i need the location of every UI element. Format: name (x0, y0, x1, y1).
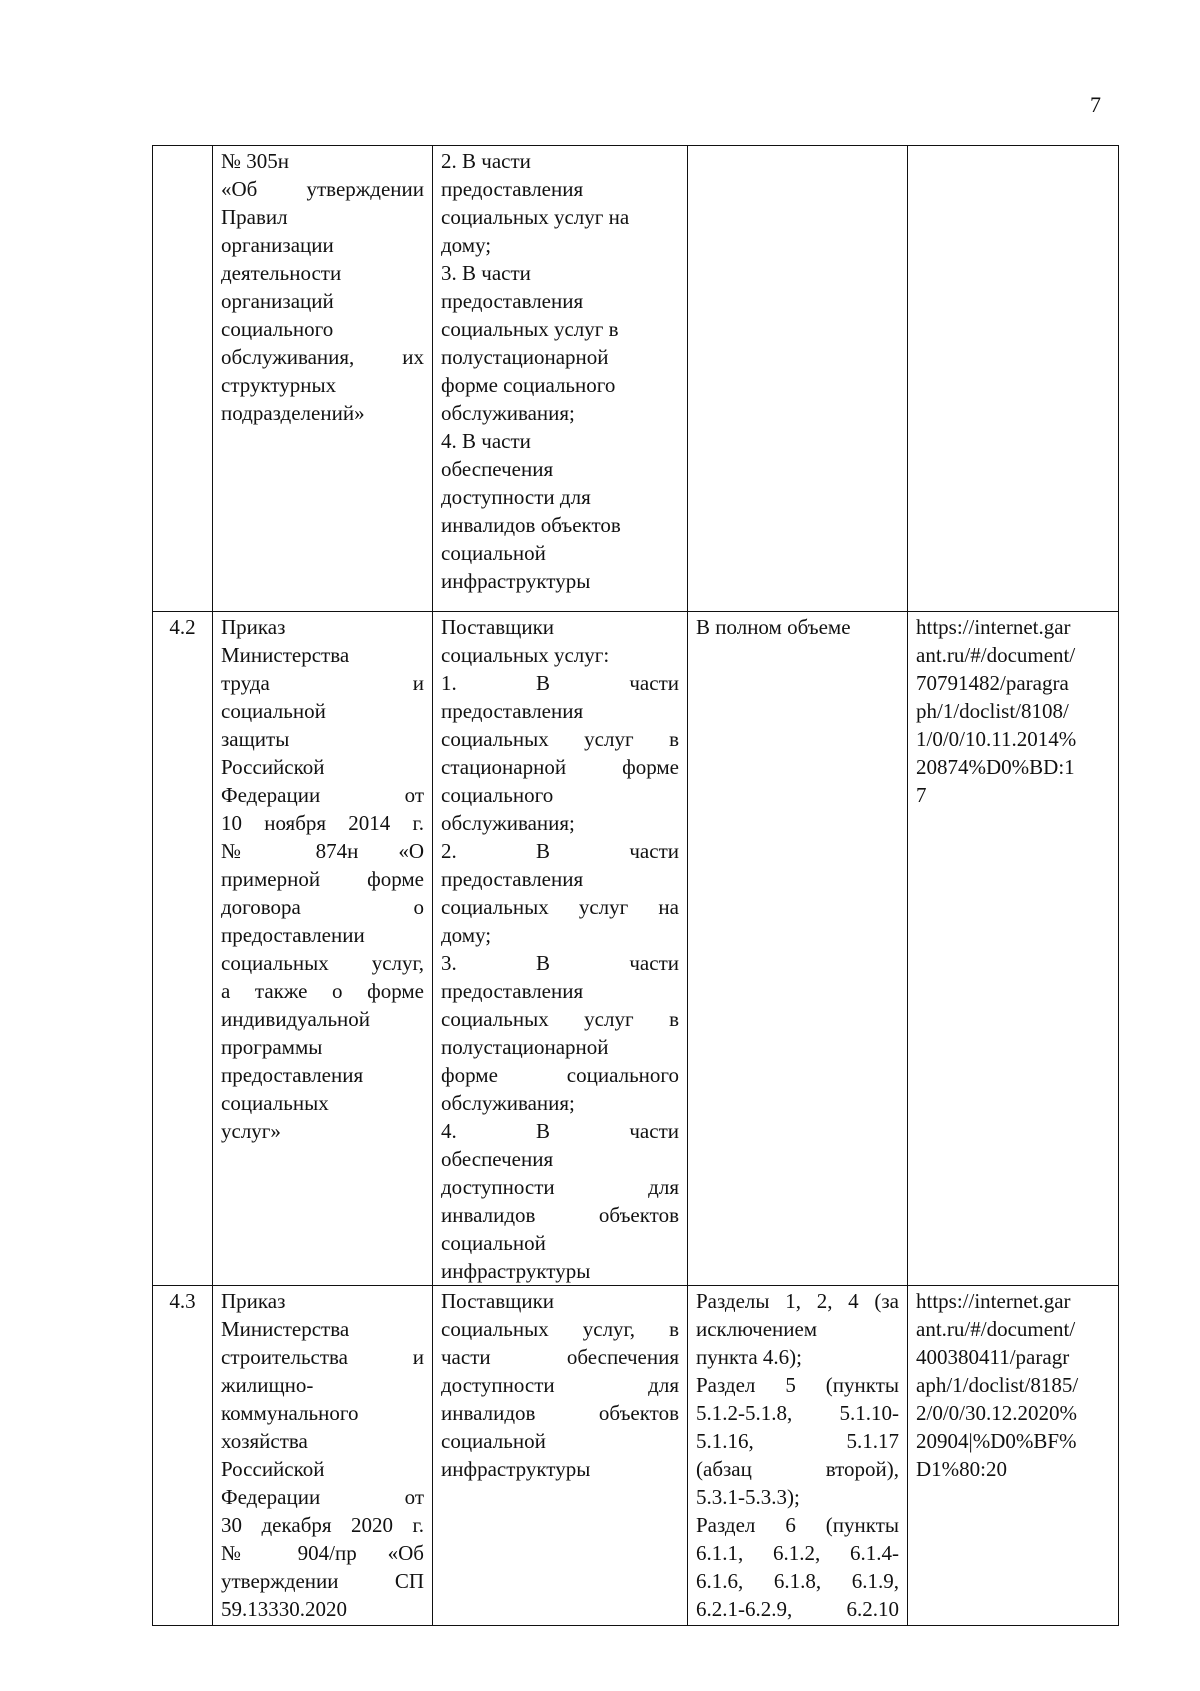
cell-line: социальной (441, 1231, 546, 1255)
cell-line: Приказ (221, 615, 286, 639)
cell-line: обслуживания; (441, 1091, 575, 1115)
cell-line: дому; (441, 923, 492, 947)
cell-line: 2. В части (441, 149, 531, 173)
cell-line: договора о (221, 895, 424, 919)
cell-line: инвалидов объектов (441, 1203, 679, 1227)
cell-line: Поставщики (441, 1289, 555, 1313)
cell-line: Раздел 6 (пункты (696, 1513, 899, 1537)
cell-line: стационарной форме (441, 755, 679, 779)
cell-line: утверждении СП (221, 1569, 424, 1593)
cell-line: доступности для (441, 485, 591, 509)
cell-line: Федерации от (221, 1485, 424, 1509)
cell-line: 7 (916, 783, 927, 807)
cell-line: Поставщики (441, 615, 555, 639)
cell-line: 5.1.2-5.1.8, 5.1.10- (696, 1401, 899, 1425)
cell-line: 6.1.6, 6.1.8, 6.1.9, (696, 1569, 899, 1593)
cell-line: социальных услуг, (221, 951, 424, 975)
link-cell (908, 1286, 1119, 1626)
cell-line: организаций (221, 289, 334, 313)
cell-line: деятельности (221, 261, 342, 285)
cell-line: пункта 4.6); (696, 1345, 802, 1369)
cell-line: части обеспечения (441, 1345, 679, 1369)
page-number: 7 (1090, 92, 1101, 117)
cell-line: 4. В части (441, 1119, 679, 1143)
cell-line: социальных (221, 1091, 329, 1115)
cell-line: 2. В части (441, 839, 679, 863)
cell-line: Министерства (221, 643, 350, 667)
link-cell (908, 146, 1119, 612)
cell-line: полустационарной (441, 345, 609, 369)
cell-line: подразделений» (221, 401, 365, 425)
cell-line: форме социального (441, 373, 616, 397)
cell-line: 5.1.16, 5.1.17 (696, 1429, 899, 1453)
cell-line: предоставлении (221, 923, 365, 947)
cell-line: https://internet.gar (916, 615, 1071, 639)
cell-line: дому; (441, 233, 492, 257)
table-row-4-3 (153, 1286, 1119, 1626)
cell-line: социального (221, 317, 334, 341)
subjects-cell (433, 612, 688, 1286)
cell-line: ant.ru/#/document/ (916, 643, 1076, 667)
cell-line: ant.ru/#/document/ (916, 1317, 1076, 1341)
cell-line: форме социального (441, 1063, 679, 1087)
cell-line: № 874н «О (221, 839, 424, 863)
cell-line: № 904/пр «Об (221, 1541, 424, 1565)
link-cell (908, 612, 1119, 1286)
cell-line: 5.3.1-5.3.3); (696, 1485, 800, 1509)
cell-line: Приказ (221, 1289, 286, 1313)
scope-cell (688, 612, 908, 1286)
cell-line: https://internet.gar (916, 1289, 1071, 1313)
cell-line: В полном объеме (696, 615, 851, 639)
cell-line: 70791482/paragra (916, 671, 1069, 695)
table-row-continuation (153, 146, 1119, 612)
cell-line: 59.13330.2020 (221, 1597, 347, 1621)
cell-line: индивидуальной (221, 1007, 370, 1031)
cell-line: инвалидов объектов (441, 513, 621, 537)
cell-line: инфраструктуры (441, 569, 591, 593)
cell-line: социальной (221, 699, 326, 723)
cell-line: 2/0/0/30.12.2020% (916, 1401, 1077, 1425)
cell-line: Раздел 5 (пункты (696, 1373, 899, 1397)
cell-line: социальных услуг на (441, 895, 679, 919)
row-number-cell: 4.3 (153, 1286, 213, 1626)
cell-line: а также о форме (221, 979, 424, 1003)
cell-line: 30 декабря 2020 г. (221, 1513, 424, 1537)
cell-line: Разделы 1, 2, 4 (за (696, 1289, 899, 1313)
cell-line: социальных услуг, в (441, 1317, 679, 1341)
cell-line: 6.2.1-6.2.9, 6.2.10 (696, 1597, 899, 1621)
cell-line: предоставления (441, 699, 584, 723)
cell-line: защиты (221, 727, 290, 751)
row-number-cell: 4.2 (153, 612, 213, 1286)
cell-line: (абзац второй), (696, 1457, 899, 1481)
cell-line: 20874%D0%BD:1 (916, 755, 1075, 779)
cell-line: 20904|%D0%BF% (916, 1429, 1077, 1453)
cell-line: жилищно- (221, 1373, 314, 1397)
cell-line: инфраструктуры (441, 1259, 591, 1283)
cell-line: 3. В части (441, 261, 531, 285)
cell-line: № 305н (221, 149, 290, 173)
cell-line: социальных услуг в (441, 1007, 679, 1031)
cell-line: 1. В части (441, 671, 679, 695)
cell-line: предоставления (441, 979, 584, 1003)
cell-line: Правил (221, 205, 288, 229)
cell-line: D1%80:20 (916, 1457, 1007, 1481)
cell-line: социальной (441, 1429, 546, 1453)
cell-line: коммунального (221, 1401, 359, 1425)
legal-acts-table (152, 145, 1119, 1626)
cell-line: обеспечения (441, 1147, 554, 1171)
cell-line: предоставления (441, 867, 584, 891)
cell-line: полустационарной (441, 1035, 609, 1059)
cell-line: труда и (221, 671, 424, 695)
cell-line: предоставления (441, 289, 584, 313)
cell-line: обслуживания; (441, 811, 575, 835)
cell-line: услуг» (221, 1119, 281, 1143)
cell-line: структурных (221, 373, 337, 397)
cell-line: aph/1/doclist/8185/ (916, 1373, 1079, 1397)
cell-line: исключением (696, 1317, 818, 1341)
cell-line: 4. В части (441, 429, 531, 453)
cell-line: Российской (221, 1457, 325, 1481)
cell-line: социальных услуг: (441, 643, 610, 667)
cell-line: предоставления (221, 1063, 364, 1087)
cell-line: обеспечения (441, 457, 554, 481)
cell-line: социальной (441, 541, 546, 565)
cell-line: Российской (221, 755, 325, 779)
cell-line: ph/1/doclist/8108/ (916, 699, 1069, 723)
cell-line: программы (221, 1035, 323, 1059)
cell-line: обслуживания; (441, 401, 575, 425)
cell-line: социальных услуг на (441, 205, 630, 229)
cell-line: социальных услуг в (441, 317, 619, 341)
table-row-4-2 (153, 612, 1119, 1286)
cell-line: примерной форме (221, 867, 424, 891)
document-cell (213, 612, 433, 1286)
cell-line: 10 ноября 2014 г. (221, 811, 424, 835)
cell-line: инфраструктуры (441, 1457, 591, 1481)
document-cell (213, 1286, 433, 1626)
row-number-cell (153, 146, 213, 612)
cell-line: хозяйства (221, 1429, 308, 1453)
subjects-cell (433, 146, 688, 612)
cell-line: обслуживания, их (221, 345, 424, 369)
scope-cell (688, 1286, 908, 1626)
cell-line: социального (441, 783, 554, 807)
cell-line: строительства и (221, 1345, 424, 1369)
cell-line: Министерства (221, 1317, 350, 1341)
cell-line: 3. В части (441, 951, 679, 975)
cell-line: 400380411/paragr (916, 1345, 1070, 1369)
subjects-cell (433, 1286, 688, 1626)
cell-line: доступности для (441, 1373, 679, 1397)
cell-line: 6.1.1, 6.1.2, 6.1.4- (696, 1541, 899, 1565)
cell-line: «Об утверждении (221, 177, 424, 201)
cell-line: предоставления (441, 177, 584, 201)
document-cell (213, 146, 433, 612)
cell-line: доступности для (441, 1175, 679, 1199)
cell-line: 1/0/0/10.11.2014% (916, 727, 1077, 751)
cell-line: социальных услуг в (441, 727, 679, 751)
cell-line: инвалидов объектов (441, 1401, 679, 1425)
scope-cell (688, 146, 908, 612)
cell-line: организации (221, 233, 334, 257)
cell-line: Федерации от (221, 783, 424, 807)
